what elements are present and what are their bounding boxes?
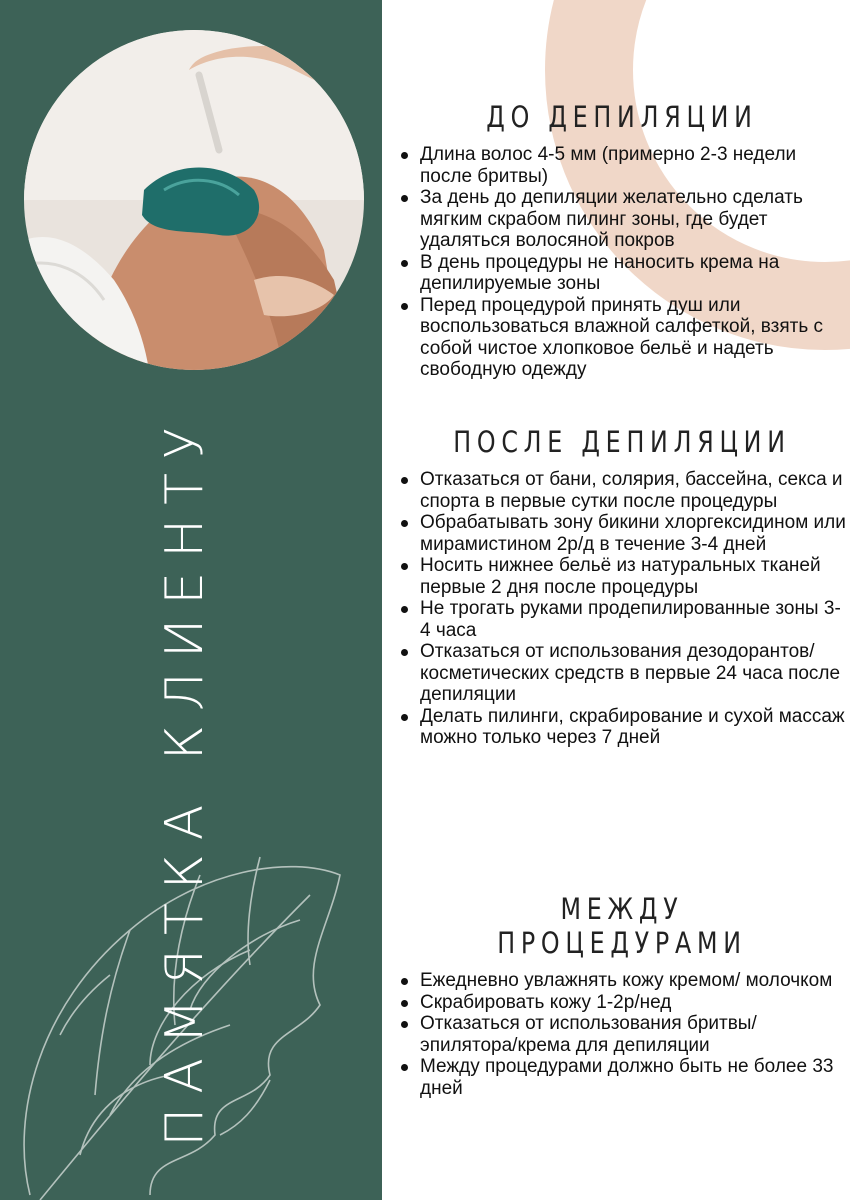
- list-item: Перед процедурой принять душ или воспользоваться влажной салфеткой, взять с собой чистое хлопковое бельё и надеть свободную одежду: [398, 295, 846, 381]
- list-item: Носить нижнее бельё из натуральных тканей первые 2 дня после процедуры: [398, 555, 846, 598]
- section-between-procedures: [398, 892, 846, 1099]
- list-item: Скрабировать кожу 1-2р/нед: [398, 992, 846, 1014]
- list-item: Отказаться от использования бритвы/ эпилятора/крема для депиляции: [398, 1013, 846, 1056]
- list-after: [398, 469, 846, 749]
- list-item: За день до депиляции желательно сделать мягким скрабом пилинг зоны, где будет удаляться волосяной покров: [398, 187, 846, 252]
- section-title-after: ПОСЛЕ ДЕПИЛЯЦИИ: [453, 425, 791, 459]
- photo-wax-depilation: [24, 30, 364, 370]
- list-item: Обрабатывать зону бикини хлоргексидином или мирамистином 2р/д в течение 3-4 дней: [398, 512, 846, 555]
- list-item: Делать пилинги, скрабирование и сухой массаж можно только через 7 дней: [398, 706, 846, 749]
- list-item: В день процедуры не наносить крема на депилируемые зоны: [398, 252, 846, 295]
- section-title-before: ДО ДЕПИЛЯЦИИ: [486, 100, 758, 134]
- list-item: Отказаться от бани, солярия, бассейна, секса и спорта в первые сутки после процедуры: [398, 469, 846, 512]
- list-between: [398, 970, 846, 1099]
- list-item: Между процедурами должно быть не более 33 дней: [398, 1056, 846, 1099]
- section-title-between: МЕЖДУ ПРОЦЕДУРАМИ: [497, 892, 747, 960]
- vertical-title: ПАМЯТКА КЛИЕНТУ: [155, 413, 215, 1147]
- list-item: Ежедневно увлажнять кожу кремом/ молочком: [398, 970, 846, 992]
- list-item: Отказаться от использования дезодорантов/косметических средств в первые 24 часа после депиляции: [398, 641, 846, 706]
- left-panel: [0, 0, 382, 1200]
- section-before-depilation: [398, 100, 846, 381]
- list-item: Длина волос 4-5 мм (примерно 2-3 недели после бритвы): [398, 144, 846, 187]
- list-item: Не трогать руками продепилированные зоны 3-4 часа: [398, 598, 846, 641]
- section-after-depilation: [398, 425, 846, 749]
- list-before: [398, 144, 846, 381]
